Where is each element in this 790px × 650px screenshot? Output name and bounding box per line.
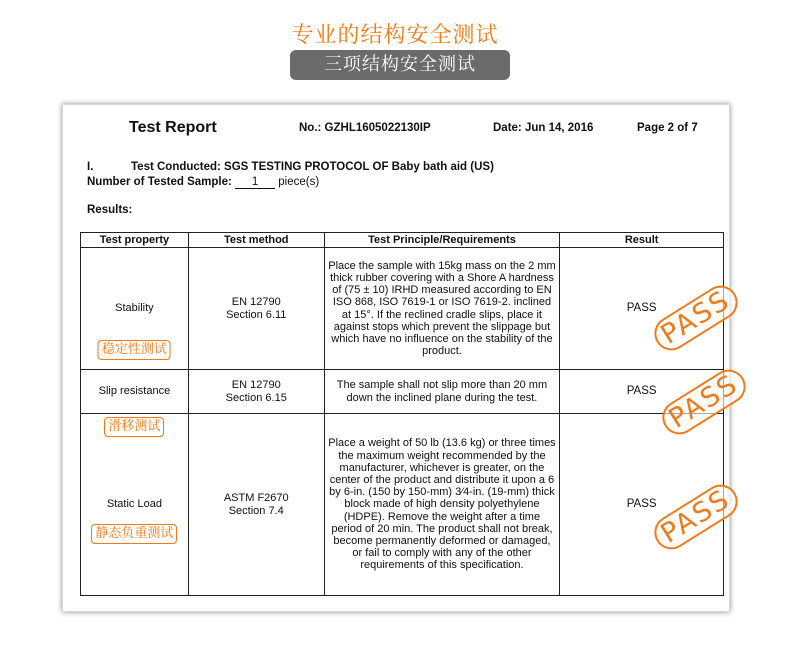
cell-result: PASS (560, 248, 724, 370)
table-row (81, 248, 724, 370)
cell-method (188, 248, 324, 370)
cell-property (81, 370, 189, 434)
subtitle-badge: 三项结构安全测试 (290, 50, 510, 80)
test-report-document (62, 104, 730, 612)
cell-principle: Place a weight of 50 lb (13.6 kg) or three times the maximum weight recommended by the manufacturer, whichever is greater, on the center of the product and distribute it upon a 6 by 6-in. (150 by 150-mm) 3⁄4-in. (19-mm) thick block made of high density polyethylene (HDPE). Remove the weight after a time period of 20 min. The product shall not break, become permanently deformed or damaged, or fail to comply with any of the other requirements of this specification. (324, 414, 560, 596)
cell-property (81, 414, 189, 596)
sample-unit: piece(s) (278, 176, 320, 188)
method-line2: Section 7.4 (228, 504, 284, 517)
sample-label: Number of Tested Sample: (87, 176, 232, 188)
pass-stamp: PASS (656, 363, 752, 441)
cell-result: PASS (560, 414, 724, 596)
report-page: Page 2 of 7 (637, 122, 698, 134)
report-date: Date: Jun 14, 2016 (493, 122, 594, 134)
header-test-principle: Test Principle/Requirements (324, 233, 560, 248)
stability-test-badge: 稳定性测试 (98, 340, 171, 360)
method-line1: EN 12790 (231, 379, 281, 392)
method-line1: ASTM F2670 (223, 492, 289, 505)
header-test-method: Test method (188, 233, 324, 248)
table-header-row (81, 233, 724, 248)
sample-count-line (87, 176, 319, 189)
header-test-property: Test property (81, 233, 189, 248)
static-load-test-badge: 静态负重测试 (91, 524, 177, 544)
test-conducted-text: Test Conducted: SGS TESTING PROTOCOL OF Baby bath aid (US) (131, 161, 494, 173)
section-number: I. (87, 161, 94, 173)
cell-property (81, 248, 189, 370)
cell-result: PASS (560, 370, 724, 414)
cell-method (188, 370, 324, 414)
method-line2: Section 6.15 (225, 391, 287, 404)
pass-stamp: PASS (648, 279, 744, 357)
results-label: Results: (87, 204, 133, 216)
test-conducted-line (87, 161, 494, 173)
results-table (80, 232, 724, 596)
property-name: Static Load (106, 498, 162, 511)
cell-principle: The sample shall not slip more than 20 mm down the inclined plane during the test. (324, 370, 560, 414)
method-line1: EN 12790 (231, 296, 281, 309)
header-result: Result (560, 233, 724, 248)
method-line2: Section 6.11 (226, 308, 287, 321)
pass-stamp: PASS (648, 478, 744, 556)
cell-method (188, 414, 324, 596)
property-name: Stability (115, 302, 154, 315)
page-title: 专业的结构安全测试 (291, 23, 499, 48)
cell-principle: Place the sample with 15kg mass on the 2 mm thick rubber covering with a Shore A hardness of (75 ± 10) IRHD measured according to EN ISO 868, ISO 7619-1 or ISO 7619-2. inclined at 15°. If the reclined cradle slips, place it against stops which prevent the slippage but which have no influence on the stability of the product. (324, 248, 560, 370)
report-title: Test Report (129, 119, 217, 136)
sample-count: 1 (235, 176, 275, 189)
table-row (81, 414, 724, 596)
property-name: Slip resistance (98, 385, 171, 398)
table-row (81, 370, 724, 414)
slip-test-badge: 滑移测试 (104, 417, 164, 437)
report-number: No.: GZHL1605022130IP (299, 122, 431, 134)
